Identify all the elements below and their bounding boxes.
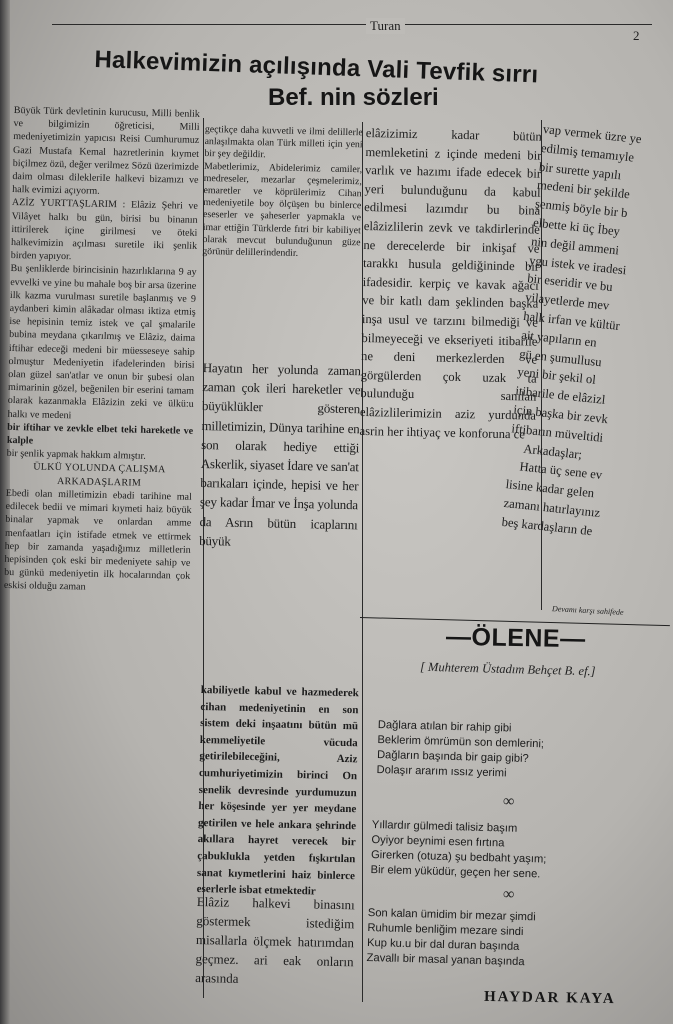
article-title: Halkevimizin açılışında Vali Tevfik sırrı [94, 46, 539, 89]
col4-line: vap vermek üzre ye [542, 121, 643, 147]
col1-paragraph-3-tail: bir şenlik yapmak hakkım almıştır. [6, 448, 146, 463]
col2-paragraph-2: Mabetlerimiz, Abidelerimiz camiler, medreseler, mezarlar çeşmelerimiz, emaretler ve köprülerimiz Cihan medeniyetile boy ölçüşen bu binlerce eseserler ve şaheserler yapmakla ve imar ettiğin Türklerde fıtri bir kabiliyet olarak mevcut bulunduğunun güze görünür delillerindendir. [202, 160, 363, 260]
poem-line: Dolaşır ararım ıssız yerimi [376, 763, 507, 780]
poem-line: Girerken (otuza) şu bedbaht yaşım; [370, 848, 547, 866]
col4-line: Arkadaşlar; [522, 441, 583, 462]
col4-line: için başka bir zevk [512, 402, 609, 427]
header-rule [52, 24, 652, 25]
col1-paragraph-3-bold: bir iftihar ve zevkle elbet teki hareketle ve kalple [6, 421, 194, 447]
poem-line: Zavallı bir masal yanan başında [366, 951, 525, 969]
poem-dedication: [ Muhterem Üstadım Behçet B. ef.] [419, 659, 596, 679]
poem-line: Son kalan ümidim bir mezar şimdi [367, 906, 536, 924]
column-2-bottom [195, 892, 355, 990]
col4-line: edilmiş temamıyle [540, 140, 635, 165]
col4-line: bir eseridir ve bu [526, 271, 614, 295]
ornament-icon: ∞ [502, 792, 515, 811]
col4-line: lisine kadar gelen [504, 477, 595, 501]
col4-line: elbette ki üç İbey [532, 215, 621, 239]
continued-note: Devamı karşı sahifede [551, 604, 624, 617]
col2-paragraph-1: geçtikçe daha kuvvetli ve ilmi delillerle anlaşılmakta olan Türk milleti için yeni bir şey değildir. [204, 124, 363, 161]
poem-stanza-2 [370, 818, 547, 883]
column-1 [4, 104, 200, 596]
col1-paragraph-3: Bu şenliklerde birincisinin hazırlıklarına 9 ay evvelki ve yine bu mahale boş bir arsa üzerine ilk kazma vurulması suretile başlanmış ve 9 aydanberi kimin alâkadar olması iktiza etmiş ise hepisinin temiz istek ve çal şmalarile bubina meydana çıkarılmış ve Elâziz, daima iftihar edeceği medeni bir müesseseye sahip olmuştur Medeniyetin ifadelerinden birisi olan güzel san'atlar ve onun bir şubesi olan mimarinin gözel, beğenilen bir eserini tamam olarak kazanmakla Elâzizin zeki ve ülkü:u halkı ve medeni [7, 263, 197, 421]
col1-paragraph-4: Ebedi olan milletimizin ebadi tarihine mal edilecek bedii ve mimari kıymeti haiz büyük binalar yapmak ve onlardan amme menfaatları için istifade etmek ve ettirmek hep bir zamanda yaşadığımız milletlerin hepisinden çok eski bir medeniyete sahip ve bu günkü medeniyetin ilk hocalarından çok eskisi olduğu zaman [3, 487, 192, 593]
poem-stanza-1 [376, 718, 544, 782]
page-number: 2 [633, 28, 640, 43]
col4-line: zamanı hatırlayınız [503, 495, 601, 520]
col1-subheading: ÜLKÜ YOLUNDA ÇALIŞMA ARKADAŞLARIM [33, 461, 166, 489]
col2-paragraph-4: kabiliyetle kabul ve hazmederek cihan medeniyetinin en son sistem deki inşaatını bütün mü kemmeliyetile vücuda getirilebileceğini, Aziz cumhuriyetimizin birinci On senelik devresinde yurdumuzun her köşesinde yer yer meydane getirilen ve hele ankara şehrinde akıllara hayret verecek bir çabuklukla yetden fışkırtılan sanat kıymetlerini haiz binlerce eserlerle isbat etmektedir [196, 683, 359, 898]
col4-line: yeni bir şekil ol [516, 365, 597, 388]
column-2-top [202, 124, 363, 262]
col4-line: medeni bir şekilde [536, 178, 631, 202]
col1-paragraph-2: AZİZ YURTTAŞLARIM : Elâziz Şehri ve Vilâyet halkı bu gün, birisi bu binanın ittirilerek içine girilmesi ve öteki halkevimizin açılması suretile iki şenlik birden yapıyor. [10, 197, 199, 263]
poem-line: Yıllardır gülmedi talisiz başım [371, 818, 518, 835]
running-head: Turan [366, 18, 405, 34]
poem-line: Dağların başında bir gaip gibi? [376, 748, 529, 765]
poem-line: Dağlara atılan bir rahip gibi [377, 718, 512, 735]
poem-line: Beklerim ömrümün son demlerini; [377, 733, 545, 751]
poem-author: HAYDAR KAYA [483, 988, 616, 1008]
column-2-lower [196, 682, 358, 901]
poem-line: Kup ku.u bir dal duran başında [366, 936, 520, 953]
col4-line: vilayetlerde mev [524, 290, 610, 313]
column-2-mid [199, 358, 361, 553]
col4-line: Hatta üç sene ev [518, 459, 603, 483]
col4-line: şenmiş böyle bir b [534, 196, 629, 221]
ornament-icon: ∞ [502, 885, 515, 904]
col4-line: itibarile de elâzizl [514, 383, 607, 408]
col4-line: bir surette yapılı [538, 159, 622, 182]
poem-line: Ruhumle benliğim mezare sindi [367, 921, 524, 939]
col4-line: gü en şumullusu [518, 346, 603, 369]
article-title-line2: Bef. nin sözleri [268, 84, 439, 111]
poem-line: Bir elem yüküdür, geçen her sene. [370, 863, 541, 881]
col1-paragraph-1: Büyük Türk devletinin kurucusu, Milli benlik ve bilgimizin öğreticisi, Milli medeniyetimizin yapıcısı Reisi Cumhurumuz Gazi Mustafa Kemal hazretlerinin kıymet biçilmez özü, değer verilmez Sözü üzerimizde daim olması dilekleriIe halkevi bizamızı ve halk evimizi açıyorm. [12, 104, 200, 198]
poem-title: —ÖLENE— [445, 622, 586, 654]
col4-line: beş kardaşların de [501, 514, 593, 538]
col4-line: halk irfan ve kültür [522, 308, 621, 333]
col4-line: ygu istek ve iradesi [528, 252, 628, 277]
col4-line: iftibarın müveltidi [510, 421, 604, 445]
col4-line: nin değil ammeni [530, 234, 620, 258]
poem-stanza-3 [366, 906, 535, 970]
col2-paragraph-5: Elâziz halkevi binasını göstermek istediğim misallarla ölçmek hatırımdan geçmez. ari eak onların arasında [195, 893, 355, 986]
col2-paragraph-3: Hayatın her yolunda zaman zaman çok ileri hareketler ve büyüklükler gösteren milletimizin, Dünya tarihine en son olarak hediye ettiği Askerlik, siyaset İdare ve san'at barıkaları içinde, hepisi ve her şey kadar İmar ve İnşa yolunda da Asrın bütün icaplarını büyük [199, 359, 361, 549]
poem-line: Oyiyor beynimi esen fırtına [371, 833, 505, 850]
col4-line: ait yapıların en [520, 327, 598, 350]
col3-text: elâzizimiz kadar bütün memleketini z içinde medeni bir varlık ve hazımı ifade edecek bir yeri bulunduğunu da kabul edilmesi lazımdır bu bina elâzizlilerin zevk ve takdirlerinde ne derecelerde bir inkişaf ve tarakkı husula geldiğininde bir ifadesidir. kerpiç ve kavak ağacı ve bir katlı dam şeklinden başka inşa usul ve tarzını bilmediği ve bilmeyeceği ve ekseriyeti itibarile ne deni merkezlerden ve görgülerden çok uzak ta bulunduğu sanılan elâzizlilerimizin aziz yurdunda asrin her ihtiyaç ve konforuna ce [359, 125, 542, 441]
